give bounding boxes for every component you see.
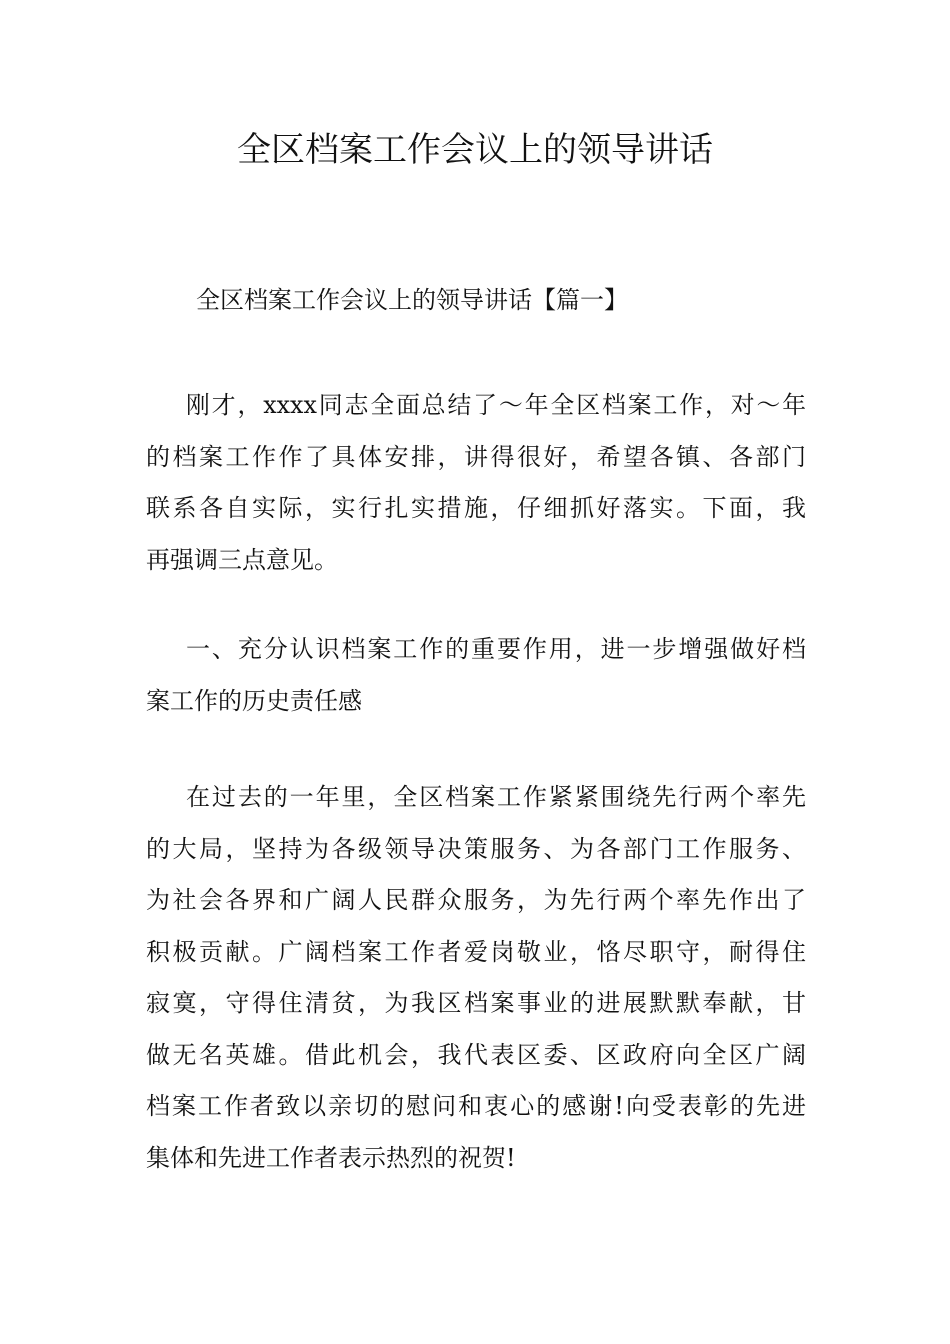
paragraph-line: 为社会各界和广阔人民群众服务，为先行两个率先作出了	[146, 886, 806, 914]
paragraph-line: 积极贡献。广阔档案工作者爱岗敬业，恪尽职守，耐得住	[146, 937, 806, 966]
paragraph-line: 寂寞，守得住清贫，为我区档案事业的进展默默奉献，甘	[146, 989, 806, 1017]
paragraph-line: 案工作的历史责任感	[146, 686, 362, 715]
document-title: 全区档案工作会议上的领导讲话	[237, 130, 713, 170]
paragraph-intro	[146, 380, 806, 586]
paragraph-line: 的大局，坚持为各级领导决策服务、为各部门工作服务、	[146, 834, 806, 863]
paragraph-line: 刚才，xxxx同志全面总结了～年全区档案工作，对～年	[186, 391, 806, 419]
paragraph-line: 一、充分认识档案工作的重要作用，进一步增强做好档	[186, 635, 806, 663]
paragraph-body	[146, 772, 806, 1184]
paragraph-line: 联系各自实际，实行扎实措施，仔细抓好落实。下面，我	[146, 494, 806, 522]
paragraph-line: 在过去的一年里，全区档案工作紧紧围绕先行两个率先	[186, 783, 806, 811]
document-subtitle: 全区档案工作会议上的领导讲话【篇一】	[196, 286, 628, 314]
paragraph-line: 做无名英雄。借此机会，我代表区委、区政府向全区广阔	[146, 1040, 806, 1069]
section-heading	[146, 624, 806, 727]
paragraph-line: 集体和先进工作者表示热烈的祝贺!	[146, 1143, 516, 1172]
paragraph-line: 再强调三点意见。	[146, 545, 338, 574]
paragraph-line: 的档案工作作了具体安排，讲得很好，希望各镇、各部门	[146, 442, 806, 471]
paragraph-line: 档案工作者致以亲切的慰问和衷心的感谢!向受表彰的先进	[146, 1092, 806, 1120]
